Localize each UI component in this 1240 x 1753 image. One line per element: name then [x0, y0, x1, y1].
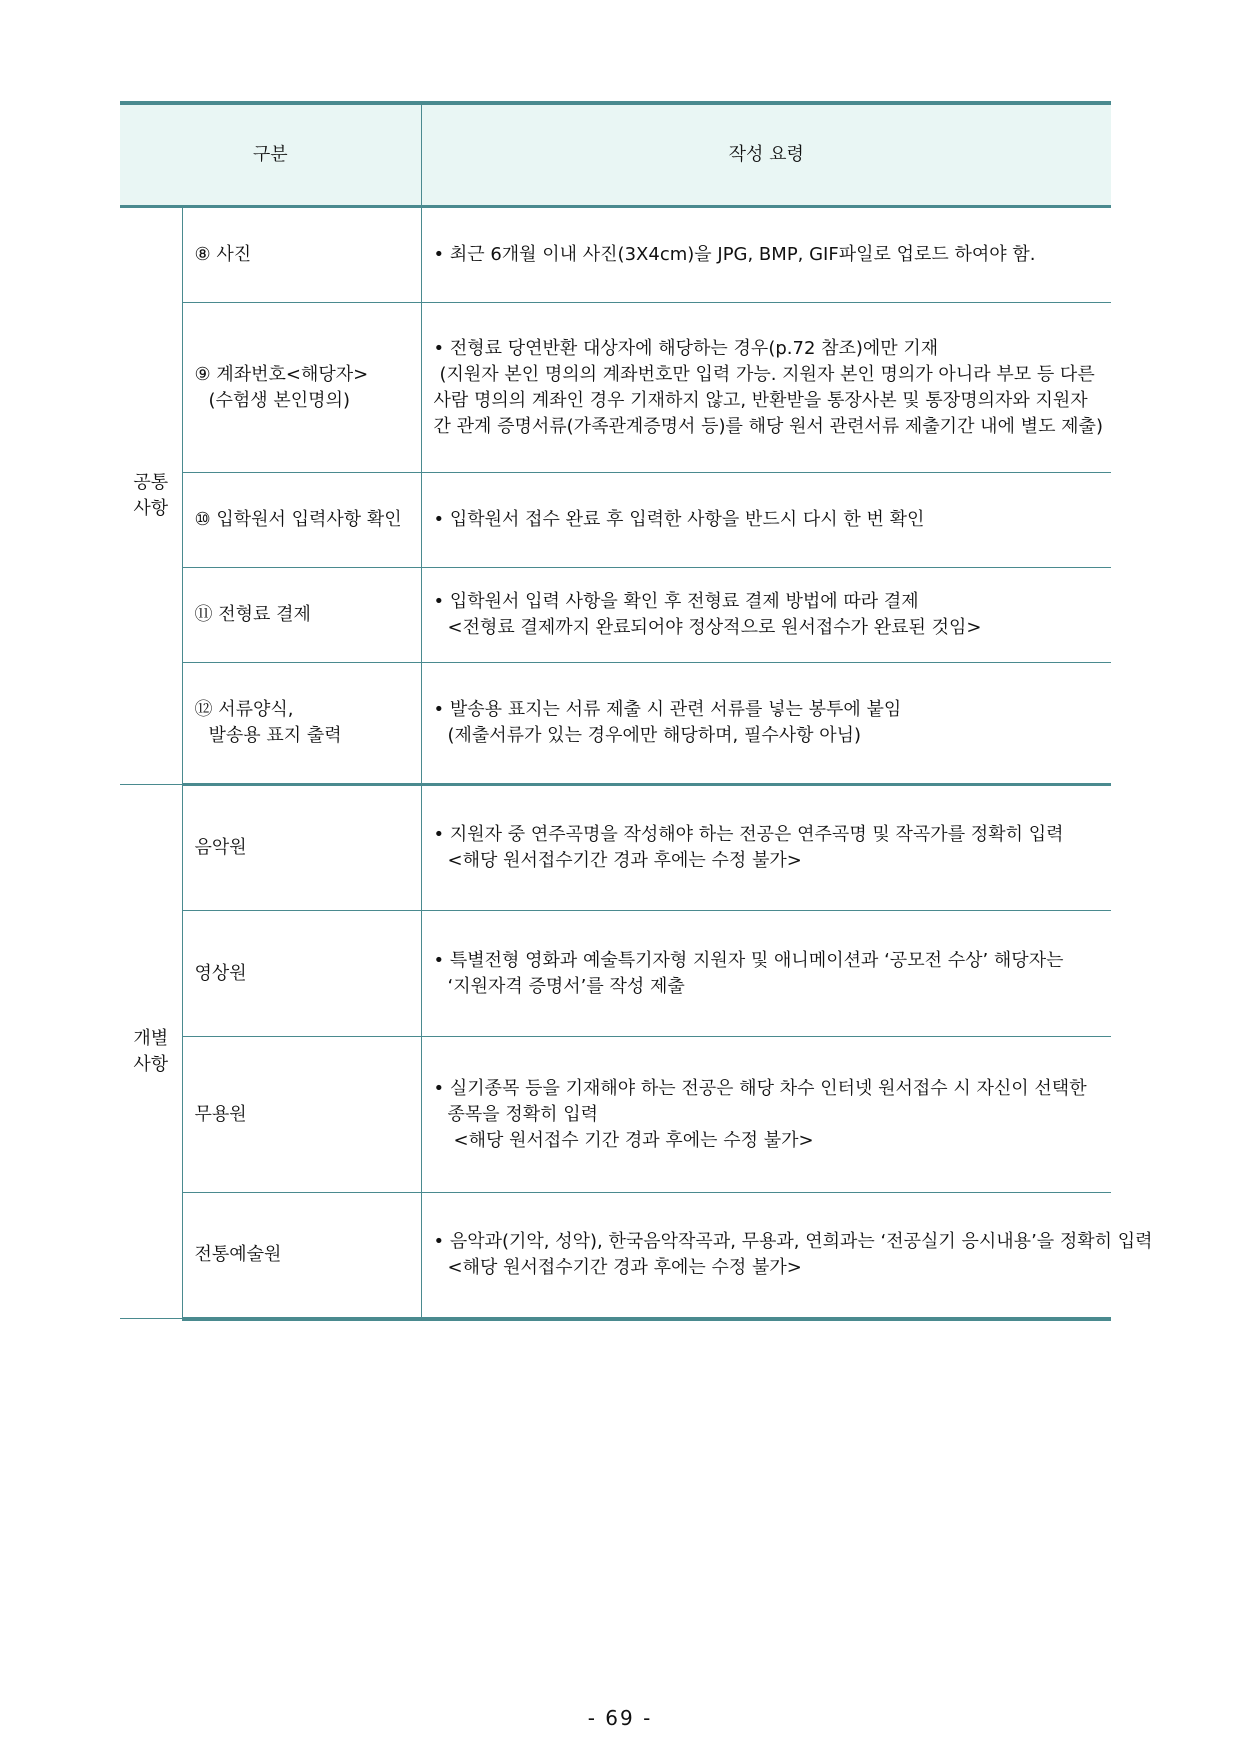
- header-guide: 작성 요령: [421, 103, 1111, 207]
- table-row: [120, 1037, 1111, 1193]
- desc-account-number: • 전형료 당연반환 대상자에 해당하는 경우(p.72 참조)에만 기재 (지원자 본인 명의의 계좌번호만 입력 가능. 지원자 본인 명의가 아니라 부모 등 다른 사람 명의의 계좌인 경우 기재하지 않고, 반환받을 통장사본 및 통장명의자와 지원자 간 관계 증명서류(가족관계증명서 등)를 해당 원서 관련서류 제출기간 내에 별도 제출): [421, 303, 1111, 473]
- table-row: [120, 911, 1111, 1037]
- application-guide-table: [120, 101, 1153, 1321]
- item-dance-school: 무용원: [182, 1037, 421, 1193]
- desc-film-school: • 특별전형 영화과 예술특기자형 지원자 및 애니메이션과 ‘공모전 수상’ 해당자는 ‘지원자격 증명서’를 작성 제출: [421, 911, 1111, 1037]
- item-photo: ⑧ 사진: [182, 207, 421, 303]
- table-row: [120, 1193, 1111, 1319]
- table-row: [120, 568, 1111, 663]
- table-row: [120, 303, 1111, 473]
- desc-fee-payment: • 입학원서 입력 사항을 확인 후 전형료 결제 방법에 따라 결제 <전형료 결제까지 완료되어야 정상적으로 원서접수가 완료된 것임>: [421, 568, 1111, 663]
- item-fee-payment: ⑪ 전형료 결제: [182, 568, 421, 663]
- group-label-individual: 개별 사항: [120, 785, 182, 1319]
- desc-forms-print: • 발송용 표지는 서류 제출 시 관련 서류를 넣는 봉투에 붙임 (제출서류가 있는 경우에만 해당하며, 필수사항 아님): [421, 663, 1111, 785]
- item-traditional-arts-school: 전통예술원: [182, 1193, 421, 1319]
- item-film-school: 영상원: [182, 911, 421, 1037]
- table-header-row: [120, 103, 1111, 207]
- item-account-number: ⑨ 계좌번호<해당자> (수험생 본인명의): [182, 303, 421, 473]
- desc-confirm-entries: • 입학원서 접수 완료 후 입력한 사항을 반드시 다시 한 번 확인: [421, 473, 1111, 568]
- desc-traditional-arts-school: • 음악과(기악, 성악), 한국음악작곡과, 무용과, 연희과는 ‘전공실기 응시내용’을 정확히 입력 <해당 원서접수기간 경과 후에는 수정 불가>: [421, 1193, 1111, 1319]
- table-row: [120, 785, 1111, 911]
- desc-photo: • 최근 6개월 이내 사진(3X4cm)을 JPG, BMP, GIF파일로 업로드 하여야 함.: [421, 207, 1111, 303]
- desc-music-school: • 지원자 중 연주곡명을 작성해야 하는 전공은 연주곡명 및 작곡가를 정확히 입력 <해당 원서접수기간 경과 후에는 수정 불가>: [421, 785, 1111, 911]
- table-row: [120, 207, 1111, 303]
- page-number: - 69 -: [587, 1706, 653, 1730]
- table-row: [120, 663, 1111, 785]
- item-forms-print: ⑫ 서류양식, 발송용 표지 출력: [182, 663, 421, 785]
- desc-dance-school: • 실기종목 등을 기재해야 하는 전공은 해당 차수 인터넷 원서접수 시 자신이 선택한 종목을 정확히 입력 <해당 원서접수 기간 경과 후에는 수정 불가>: [421, 1037, 1111, 1193]
- group-label-common: 공통 사항: [120, 207, 182, 785]
- header-category: 구분: [120, 103, 421, 207]
- item-music-school: 음악원: [182, 785, 421, 911]
- table-row: [120, 473, 1111, 568]
- item-confirm-entries: ⑩ 입학원서 입력사항 확인: [182, 473, 421, 568]
